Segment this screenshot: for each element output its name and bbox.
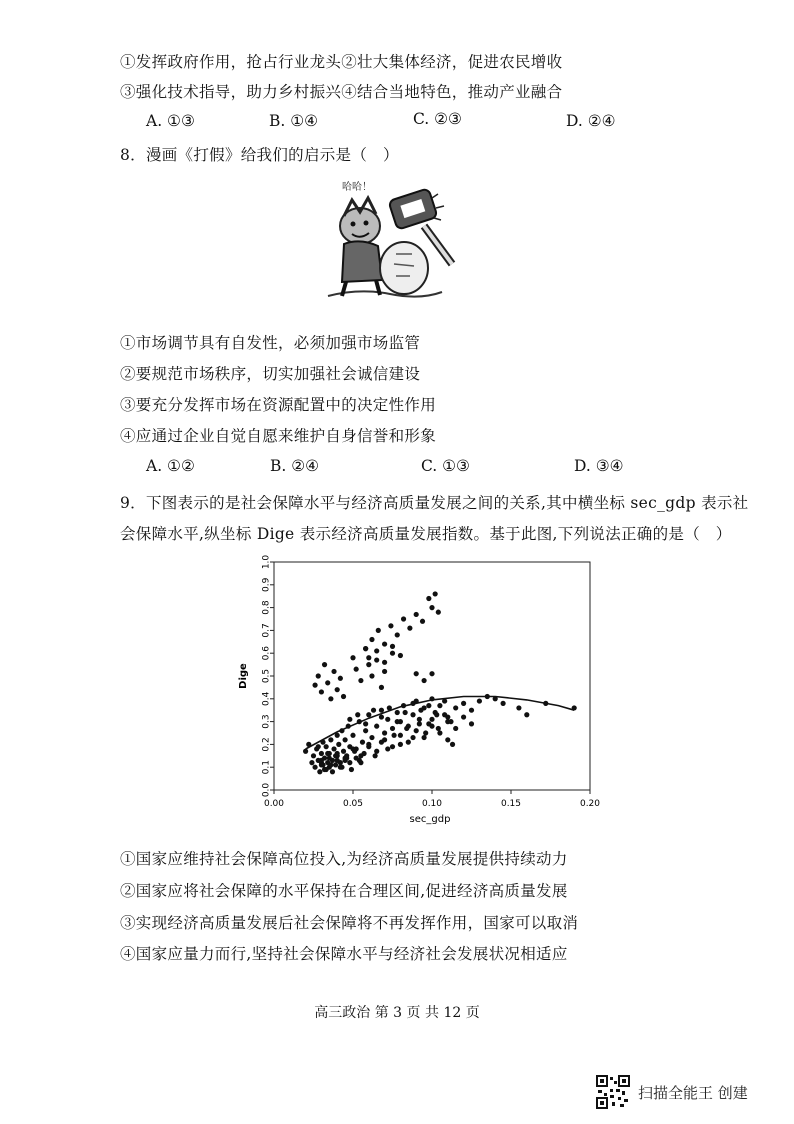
scatter-point [417,721,422,726]
scatter-point [469,721,474,726]
scatter-point [501,701,506,706]
q8-option-b: B. ②④ [270,457,320,475]
y-tick-label: 0.2 [261,737,272,752]
q7-option-a: A. ①③ [146,112,195,130]
scatter-point [417,717,422,722]
scatter-point [373,753,378,758]
q7-statements-line2: ③强化技术指导，助力乡村振兴④结合当地特色，推动产业融合 [120,83,563,101]
scatter-point [331,746,336,751]
scatter-point [374,648,379,653]
scatter-point [363,728,368,733]
q8-statement-2: ②要规范市场秩序，切实加强社会诚信建设 [120,365,421,383]
scatter-point [414,728,419,733]
scatter-point [390,651,395,656]
scatter-point [338,676,343,681]
scatter-point [423,730,428,735]
scatter-point [524,712,529,717]
q8-statement-4: ④应通过企业自觉自愿来维护自身信誉和形象 [120,427,437,445]
scatter-point [366,662,371,667]
scatter-point [398,733,403,738]
q8-statement-3: ③要充分发挥市场在资源配置中的决定性作用 [120,396,437,414]
scatter-point [426,703,431,708]
q9-statement-3: ③实现经济高质量发展后社会保障将不再发挥作用，国家可以取消 [120,914,579,932]
scatter-point [325,751,330,756]
scatter-point [358,753,363,758]
scatter-point [343,758,348,763]
scatter-point [328,696,333,701]
scatter-point [395,632,400,637]
y-tick-label: 0.3 [261,714,272,729]
scatter-point [385,717,390,722]
scatter-point [366,712,371,717]
scatter-point [347,717,352,722]
scatter-point [335,758,340,763]
scatter-point [328,762,333,767]
scatter-point [347,760,352,765]
q8-statement-1: ①市场调节具有自发性，必须加强市场监管 [120,334,421,352]
scatter-point [414,612,419,617]
scatter-point [333,762,338,767]
scatter-point [433,591,438,596]
scatter-point [319,751,324,756]
scatter-point [328,737,333,742]
scatter-point [445,719,450,724]
x-axis-label: sec_gdp [409,814,451,825]
scatter-point [376,628,381,633]
scatter-point [429,724,434,729]
scatter-point [390,726,395,731]
scatter-point [418,708,423,713]
scatter-point [410,735,415,740]
scatter-point [379,714,384,719]
y-tick-label: 0.9 [261,577,272,592]
scatter-point [453,705,458,710]
scatter-point [461,701,466,706]
scatter-point [437,703,442,708]
scatter-point [320,762,325,767]
scatter-point [407,626,412,631]
x-tick-label: 0.10 [421,799,443,809]
scatter-point [311,753,316,758]
scatter-point [382,669,387,674]
camscanner-watermark [596,1074,748,1110]
scatter-point [303,749,308,754]
scatter-point [410,712,415,717]
scatter-point [330,769,335,774]
scatter-point [341,749,346,754]
scatter-point [374,749,379,754]
scatter-point [360,740,365,745]
scatter-point [354,667,359,672]
y-tick-label: 0.0 [261,782,272,798]
scatter-point [382,641,387,646]
scatter-point [331,669,336,674]
scatter-point [414,671,419,676]
qr-code-icon [596,1075,630,1109]
scatter-point [317,769,322,774]
scatter-point [369,735,374,740]
scatter-point [350,733,355,738]
scatter-point [382,737,387,742]
q9-statement-4: ④国家应量力而行,坚持社会保障水平与经济社会发展状况相适应 [120,945,568,963]
scatter-point [477,698,482,703]
y-tick-label: 0.4 [261,691,272,706]
scatter-point [390,644,395,649]
scatter-point [335,751,340,756]
scatter-point [366,655,371,660]
scatter-point [445,737,450,742]
scatter-point [324,744,329,749]
scatter-point [469,708,474,713]
q9-question-line2: 会保障水平,纵坐标 Dige 表示经济高质量发展指数。基于此图,下列说法正确的是（ ） [120,525,732,543]
scatter-point [516,705,521,710]
scatter-point [350,655,355,660]
scatter-point [385,746,390,751]
cartoon-speech-text: 哈哈！ [342,182,372,193]
y-tick-label: 1.0 [261,554,272,570]
scatter-point [422,678,427,683]
q9-question-line1: 9．下图表示的是社会保障水平与经济高质量发展之间的关系,其中横坐标 sec_gdp 表示社 [120,494,749,512]
scatter-point [395,719,400,724]
q8-question: 8．漫画《打假》给我们的启示是（ ） [120,146,399,164]
scatter-point [354,755,359,760]
scatter-point [420,619,425,624]
scatter-point [442,712,447,717]
scatter-point [363,646,368,651]
x-tick-label: 0.20 [579,799,601,809]
scatter-point [436,610,441,615]
scatter-point [429,671,434,676]
scatter-point [398,653,403,658]
scatter-point [395,710,400,715]
scatter-point [426,596,431,601]
scatter-point [336,742,341,747]
q8-option-a: A. ①② [146,457,195,475]
scatter-point [312,683,317,688]
scatter-point [327,755,332,760]
scatter-point [316,744,321,749]
scatter-point [339,765,344,770]
q7-option-c: C. ②③ [413,110,462,128]
scatter-point [366,742,371,747]
y-axis-label: Dige [238,663,249,689]
y-tick-label: 0.7 [261,623,272,638]
scatter-point [461,714,466,719]
scatter-point [350,746,355,751]
scatter-point [453,726,458,731]
q8-option-c: C. ①③ [421,457,470,475]
x-tick-label: 0.00 [263,799,285,809]
scatter-point [374,724,379,729]
scatter-point [429,717,434,722]
scatter-point [312,765,317,770]
scatter-point [379,685,384,690]
scatter-point [325,680,330,685]
y-tick-label: 0.8 [261,600,272,615]
q9-statement-1: ①国家应维持社会保障高位投入,为经济高质量发展提供持续动力 [120,850,568,868]
scatter-chart [234,552,606,828]
scatter-point [369,637,374,642]
scatter-point [436,726,441,731]
scatter-point [358,678,363,683]
scatter-point [363,721,368,726]
cartoon-image [320,168,460,313]
scatter-point [335,687,340,692]
scatter-point [406,740,411,745]
y-tick-label: 0.1 [261,760,272,775]
y-tick-label: 0.6 [261,646,272,661]
scatter-point [450,742,455,747]
scatter-point [404,726,409,731]
scatter-point [319,689,324,694]
camscanner-text: 扫描全能王 创建 [638,1083,748,1102]
scatter-point [437,730,442,735]
scatter-point [341,694,346,699]
scatter-point [309,760,314,765]
scatter-point [391,733,396,738]
scatter-point [382,730,387,735]
scatter-point [390,744,395,749]
scatter-point [422,735,427,740]
scatter-point [429,605,434,610]
scatter-point [388,623,393,628]
scatter-point [403,710,408,715]
scatter-point [369,673,374,678]
scatter-point [343,737,348,742]
q8-option-d: D. ③④ [574,457,624,475]
scatter-point [374,657,379,662]
q7-option-b: B. ①④ [269,112,319,130]
scatter-point [401,616,406,621]
scatter-point [358,760,363,765]
q7-option-d: D. ②④ [566,112,616,130]
scatter-point [371,708,376,713]
q9-statement-2: ②国家应将社会保障的水平保持在合理区间,促进经济高质量发展 [120,882,568,900]
y-tick-label: 0.5 [261,668,272,684]
x-tick-label: 0.05 [342,799,364,809]
scatter-point [382,660,387,665]
scatter-point [316,673,321,678]
q7-statements-line1: ①发挥政府作用，抢占行业龙头②壮大集体经济，促进农民增收 [120,53,563,71]
scatter-point [355,712,360,717]
scatter-point [349,767,354,772]
page-footer: 高三政治 第 3 页 共 12 页 [314,1005,480,1021]
x-tick-label: 0.15 [500,799,522,809]
scatter-point [344,753,349,758]
scatter-point [322,662,327,667]
scatter-point [434,712,439,717]
scatter-point [379,708,384,713]
scatter-point [324,767,329,772]
scatter-point [398,742,403,747]
